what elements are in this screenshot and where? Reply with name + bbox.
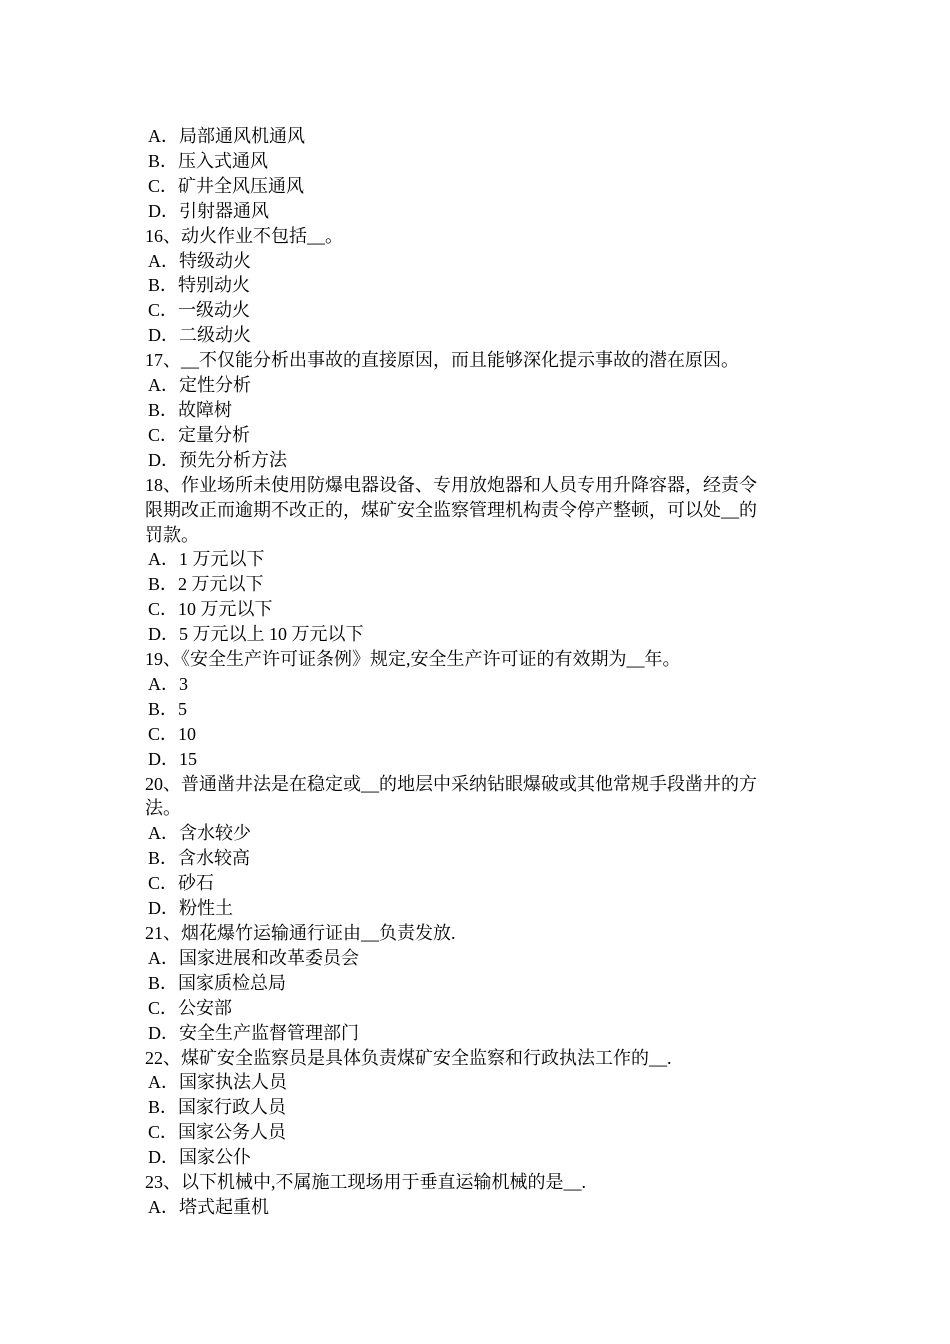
answer-option-line: B．含水较高 xyxy=(148,848,251,869)
answer-option-line: D．国家公仆 xyxy=(148,1147,251,1168)
question-text-line: 限期改正而逾期不改正的，煤矿安全监察管理机构责令停产整顿，可以处__的 xyxy=(145,499,757,520)
answer-option-line: B．特别动火 xyxy=(148,275,251,296)
answer-option-line: D．安全生产监督管理部门 xyxy=(148,1022,359,1043)
question-text-line: 法。 xyxy=(145,798,181,819)
answer-option-line: D．预先分析方法 xyxy=(148,449,287,470)
answer-option-line: B．压入式通风 xyxy=(148,150,269,171)
answer-option-line: A．3 xyxy=(148,673,188,694)
answer-option-line: A．含水较少 xyxy=(148,823,251,844)
document-body xyxy=(145,124,810,1220)
answer-option-line: A．塔式起重机 xyxy=(148,1196,269,1217)
answer-option-line: B．国家行政人员 xyxy=(148,1097,287,1118)
question-text-line: 19、《安全生产许可证条例》规定,安全生产许可证的有效期为__年。 xyxy=(145,649,681,670)
question-text-line: 18、作业场所未使用防爆电器设备、专用放炮器和人员专用升降容器，经责令 xyxy=(145,474,757,495)
answer-option-line: D．二级动火 xyxy=(148,325,251,346)
answer-option-line: A．国家执法人员 xyxy=(148,1072,287,1093)
answer-option-line: A．特级动火 xyxy=(148,250,251,271)
answer-option-line: B．国家质检总局 xyxy=(148,972,287,993)
answer-option-line: C．砂石 xyxy=(148,873,215,894)
answer-option-line: C．公安部 xyxy=(148,997,233,1018)
answer-option-line: A．1 万元以下 xyxy=(148,549,265,570)
answer-option-line: C．10 xyxy=(148,723,197,744)
question-text-line: 17、__不仅能分析出事故的直接原因，而且能够深化提示事故的潜在原因。 xyxy=(145,350,739,371)
answer-option-line: C．矿井全风压通风 xyxy=(148,175,305,196)
answer-option-line: C．一级动火 xyxy=(148,300,251,321)
answer-option-line: B．2 万元以下 xyxy=(148,574,264,595)
answer-option-line: C．10 万元以下 xyxy=(148,599,273,620)
answer-option-line: B．5 xyxy=(148,698,188,719)
question-text-line: 罚款。 xyxy=(145,524,199,545)
question-text-line: 21、烟花爆竹运输通行证由__负责发放. xyxy=(145,923,456,943)
answer-option-line: B．故障树 xyxy=(148,399,233,420)
answer-option-line: A．局部通风机通风 xyxy=(148,126,305,146)
answer-option-line: D．引射器通风 xyxy=(148,200,269,221)
answer-option-line: D．5 万元以上 10 万元以下 xyxy=(148,624,364,645)
answer-option-line: A．国家进展和改革委员会 xyxy=(148,947,359,968)
answer-option-line: D．粉性土 xyxy=(148,898,233,919)
question-text-line: 22、煤矿安全监察员是具体负责煤矿安全监察和行政执法工作的__. xyxy=(145,1047,672,1068)
question-text-line: 16、动火作业不包括__。 xyxy=(145,225,343,246)
answer-option-line: A．定性分析 xyxy=(148,375,251,396)
answer-option-line: C．国家公务人员 xyxy=(148,1122,287,1143)
question-text-line: 23、以下机械中,不属施工现场用于垂直运输机械的是__. xyxy=(145,1172,586,1193)
question-text-line: 20、普通凿井法是在稳定或__的地层中采纳钻眼爆破或其他常规手段凿井的方 xyxy=(145,773,757,794)
answer-option-line: C．定量分析 xyxy=(148,424,251,445)
answer-option-line: D．15 xyxy=(148,748,197,769)
